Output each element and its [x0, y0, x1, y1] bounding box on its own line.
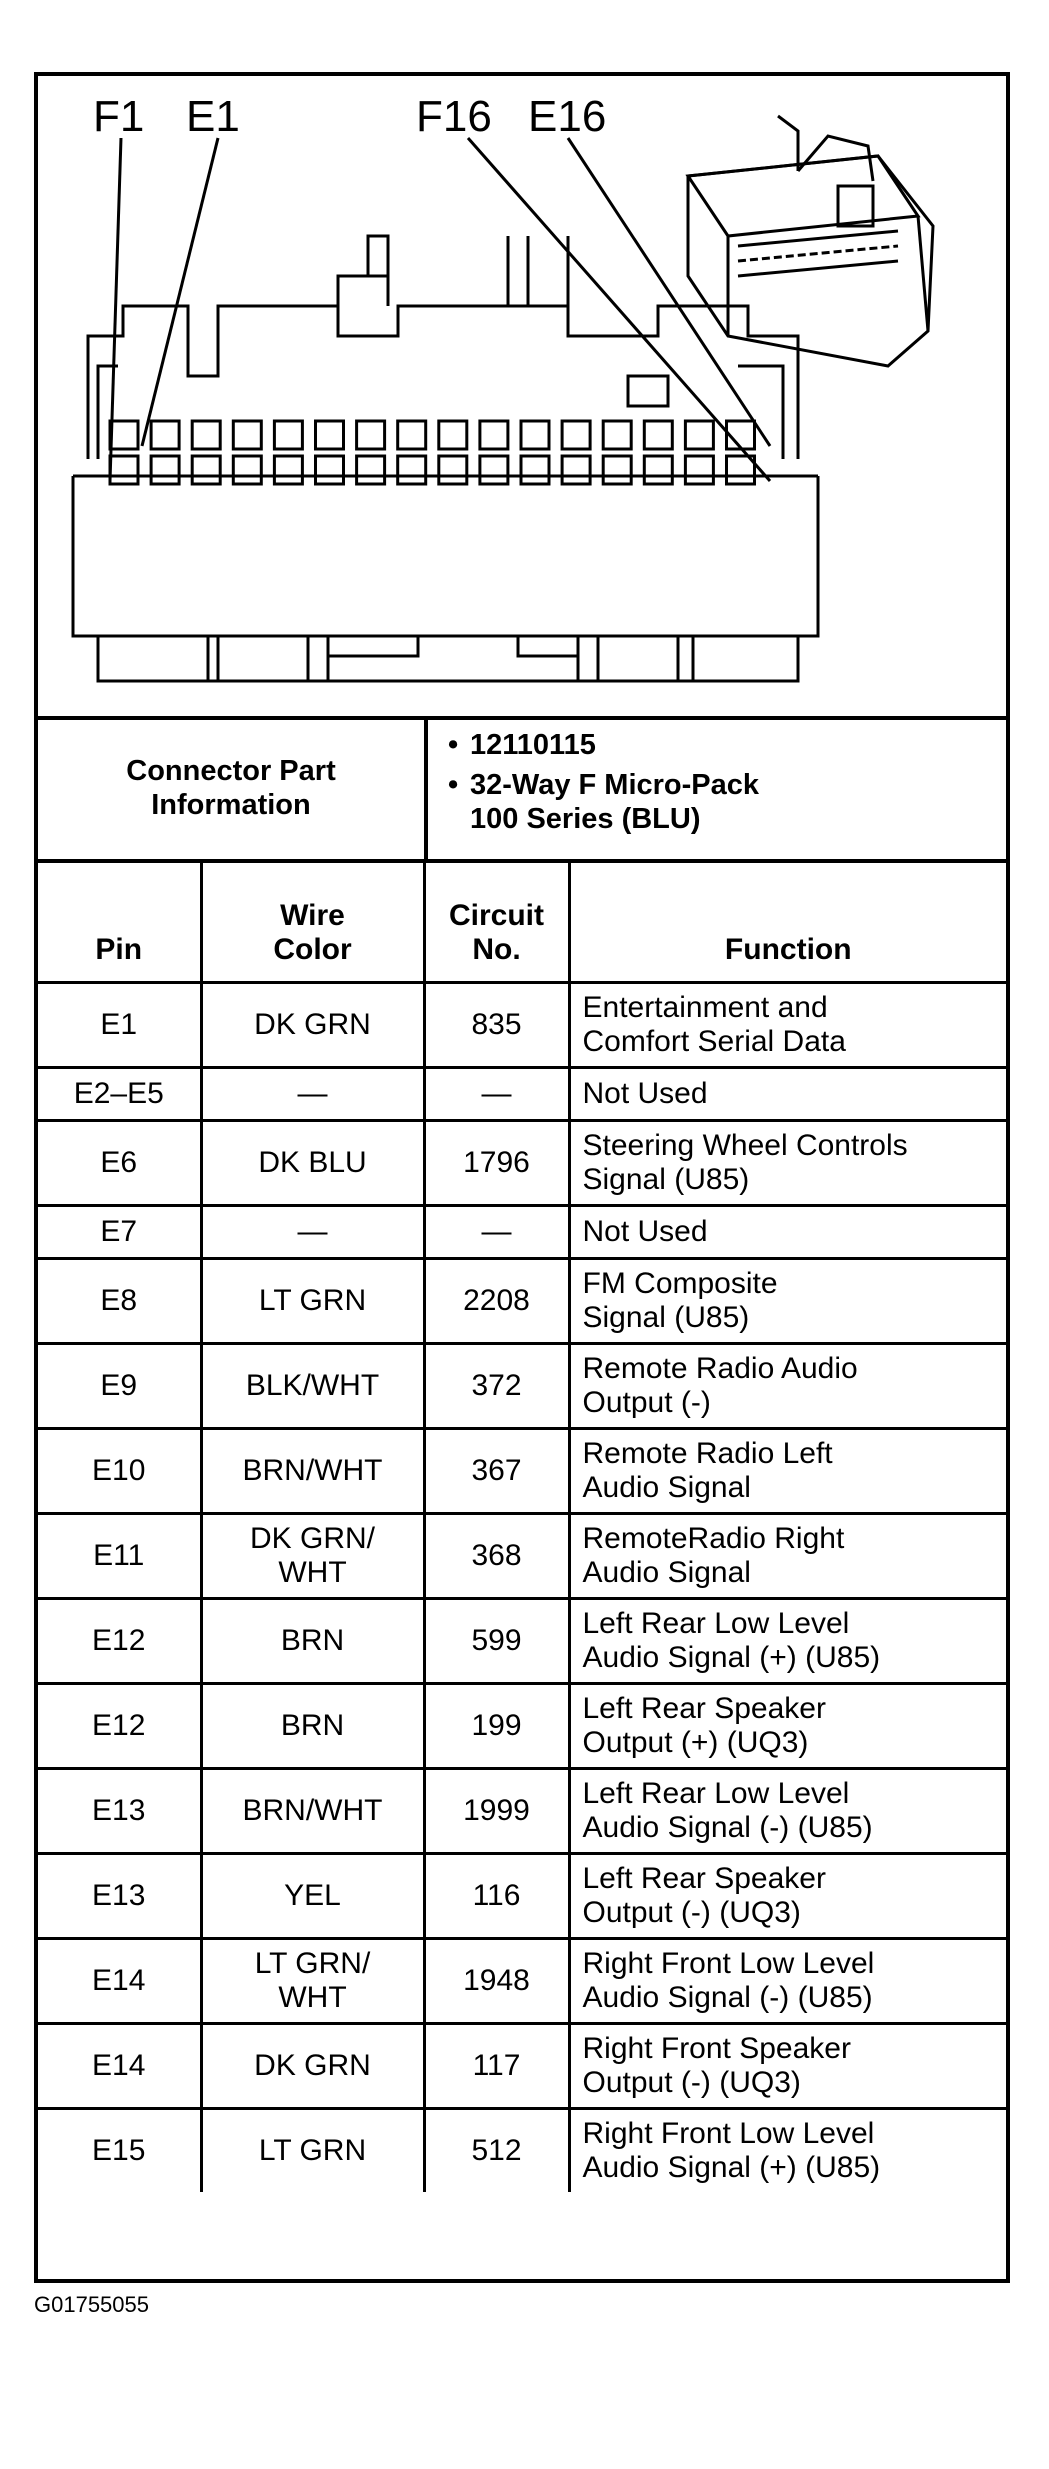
table-row	[38, 1068, 1006, 1121]
pin-cavity	[357, 421, 385, 449]
label-e1: E1	[186, 92, 240, 141]
connector-part-info	[38, 716, 1006, 863]
pin-cavity	[480, 421, 508, 449]
pin-cavity	[357, 456, 385, 484]
cell-function: Not Used	[569, 1206, 1006, 1259]
cell-circuit-no: 1999	[424, 1769, 569, 1854]
pin-cavity	[603, 456, 631, 484]
cell-wire-color: DK BLU	[201, 1121, 424, 1206]
cell-function: Steering Wheel Controls Signal (U85)	[569, 1121, 1006, 1206]
pin-cavity	[233, 421, 261, 449]
label-f16: F16	[416, 92, 492, 141]
part-number: 12110115	[470, 729, 596, 761]
pin-cavity	[562, 421, 590, 449]
pin-cavity	[480, 456, 508, 484]
cell-wire-color: —	[201, 1206, 424, 1259]
cell-pin: E13	[38, 1769, 201, 1854]
cell-pin: E11	[38, 1514, 201, 1599]
pin-cavity	[521, 421, 549, 449]
cell-circuit-no: 1948	[424, 1939, 569, 2024]
table-row	[38, 1259, 1006, 1344]
cell-pin: E8	[38, 1259, 201, 1344]
cell-wire-color: LT GRN	[201, 2109, 424, 2193]
pin-cavity	[110, 456, 138, 484]
cell-function: FM Composite Signal (U85)	[569, 1259, 1006, 1344]
cell-wire-color: DK GRN/ WHT	[201, 1514, 424, 1599]
diagram-frame	[34, 72, 1010, 2283]
pin-cavity	[685, 456, 713, 484]
cell-circuit-no: —	[424, 1068, 569, 1121]
pin-cavity	[274, 421, 302, 449]
table-row	[38, 1939, 1006, 2024]
table-row	[38, 1344, 1006, 1429]
pin-cavity	[398, 456, 426, 484]
cell-function: Remote Radio Audio Output (-)	[569, 1344, 1006, 1429]
cell-function: Remote Radio Left Audio Signal	[569, 1429, 1006, 1514]
cell-wire-color: BLK/WHT	[201, 1344, 424, 1429]
cell-pin: E10	[38, 1429, 201, 1514]
cell-wire-color: BRN/WHT	[201, 1769, 424, 1854]
table-row	[38, 1684, 1006, 1769]
table-row	[38, 983, 1006, 1068]
cell-pin: E14	[38, 1939, 201, 2024]
cell-pin: E13	[38, 1854, 201, 1939]
cell-wire-color: BRN/WHT	[201, 1429, 424, 1514]
cell-pin: E12	[38, 1599, 201, 1684]
header-pin: Pin	[38, 861, 201, 983]
cell-circuit-no: 2208	[424, 1259, 569, 1344]
pin-cavity	[603, 421, 631, 449]
pin-cavity	[644, 456, 672, 484]
table-row	[38, 1514, 1006, 1599]
cell-pin: E1	[38, 983, 201, 1068]
header-function: Function	[569, 861, 1006, 983]
cell-circuit-no: 372	[424, 1344, 569, 1429]
label-f1: F1	[93, 92, 145, 141]
info-item	[448, 728, 998, 762]
cell-function: Right Front Low Level Audio Signal (-) (U85)	[569, 1939, 1006, 2024]
cell-circuit-no: 599	[424, 1599, 569, 1684]
cell-function: Not Used	[569, 1068, 1006, 1121]
pin-cavity	[521, 456, 549, 484]
cell-circuit-no: 117	[424, 2024, 569, 2109]
table-header-row	[38, 861, 1006, 983]
cell-circuit-no: 199	[424, 1684, 569, 1769]
connector-description: 32-Way F Micro-Pack 100 Series (BLU)	[470, 769, 760, 835]
cell-wire-color: DK GRN	[201, 2024, 424, 2109]
table-row	[38, 1599, 1006, 1684]
pin-cavity	[439, 421, 467, 449]
cell-function: Left Rear Speaker Output (-) (UQ3)	[569, 1854, 1006, 1939]
info-item	[448, 768, 998, 836]
pin-cavity	[151, 456, 179, 484]
info-heading	[38, 716, 428, 859]
cell-wire-color: BRN	[201, 1599, 424, 1684]
cell-circuit-no: 835	[424, 983, 569, 1068]
cell-function: Entertainment and Comfort Serial Data	[569, 983, 1006, 1068]
pin-cavity	[562, 456, 590, 484]
cell-wire-color: —	[201, 1068, 424, 1121]
pin-cavity	[685, 421, 713, 449]
pin-cavity	[192, 421, 220, 449]
pin-cavity	[644, 421, 672, 449]
pin-cavity	[439, 456, 467, 484]
info-items	[448, 728, 998, 842]
cell-wire-color: YEL	[201, 1854, 424, 1939]
table-row	[38, 2024, 1006, 2109]
cell-wire-color: BRN	[201, 1684, 424, 1769]
pin-cavity	[192, 456, 220, 484]
pin-cavity	[398, 421, 426, 449]
label-e16: E16	[528, 92, 607, 141]
connector-3d-icon	[688, 116, 933, 366]
connector-diagram	[38, 76, 1006, 720]
header-circuit: Circuit No.	[424, 861, 569, 983]
cell-circuit-no: 512	[424, 2109, 569, 2193]
cell-function: Right Front Speaker Output (-) (UQ3)	[569, 2024, 1006, 2109]
cell-function: RemoteRadio Right Audio Signal	[569, 1514, 1006, 1599]
cell-circuit-no: 116	[424, 1854, 569, 1939]
pin-cavity	[316, 421, 344, 449]
cell-pin: E14	[38, 2024, 201, 2109]
info-heading-line1: Connector Part	[126, 754, 336, 787]
pin-cavity	[151, 421, 179, 449]
cell-wire-color: LT GRN	[201, 1259, 424, 1344]
cell-circuit-no: 1796	[424, 1121, 569, 1206]
cell-wire-color: LT GRN/ WHT	[201, 1939, 424, 2024]
cell-circuit-no: —	[424, 1206, 569, 1259]
cell-function: Left Rear Speaker Output (+) (UQ3)	[569, 1684, 1006, 1769]
info-heading-line2: Information	[151, 788, 311, 821]
cell-pin: E6	[38, 1121, 201, 1206]
cell-wire-color: DK GRN	[201, 983, 424, 1068]
table-row	[38, 1854, 1006, 1939]
cell-circuit-no: 367	[424, 1429, 569, 1514]
pin-cavity	[316, 456, 344, 484]
pin-cavity	[274, 456, 302, 484]
pin-cavity	[110, 421, 138, 449]
table-row	[38, 2109, 1006, 2193]
table-row	[38, 1121, 1006, 1206]
bullet-icon: •	[448, 769, 459, 801]
figure-code: G01755055	[34, 2292, 149, 2317]
table-row	[38, 1769, 1006, 1854]
bullet-icon: •	[448, 729, 459, 761]
header-wire-color: Wire Color	[201, 861, 424, 983]
table-row	[38, 1206, 1006, 1259]
cell-pin: E9	[38, 1344, 201, 1429]
pin-table	[38, 859, 1006, 2192]
cell-pin: E15	[38, 2109, 201, 2193]
cell-function: Left Rear Low Level Audio Signal (-) (U85)	[569, 1769, 1006, 1854]
pin-cavity	[233, 456, 261, 484]
cell-pin: E2–E5	[38, 1068, 201, 1121]
connector-drawing	[38, 76, 1006, 716]
cell-pin: E12	[38, 1684, 201, 1769]
cell-circuit-no: 368	[424, 1514, 569, 1599]
cell-function: Left Rear Low Level Audio Signal (+) (U85)	[569, 1599, 1006, 1684]
table-row	[38, 1429, 1006, 1514]
cell-pin: E7	[38, 1206, 201, 1259]
cell-function: Right Front Low Level Audio Signal (+) (U85)	[569, 2109, 1006, 2193]
